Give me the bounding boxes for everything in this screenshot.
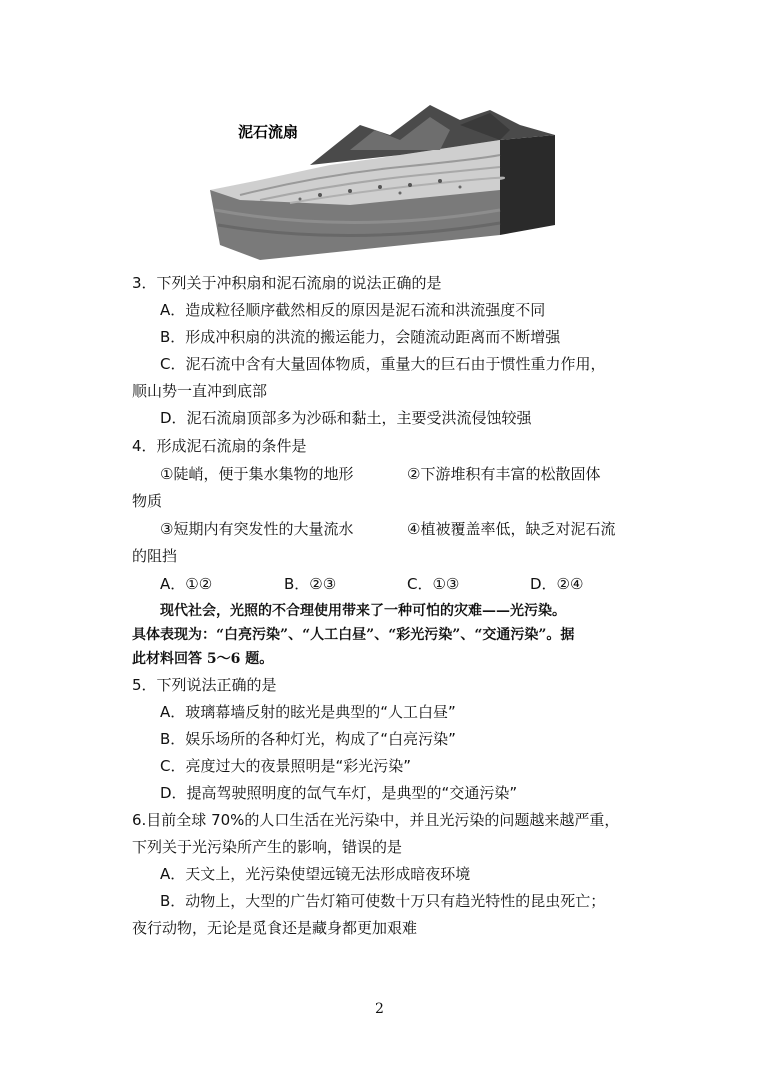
q5-option-d: D．提高驾驶照明度的氙气车灯，是典型的“交通污染” <box>160 784 518 802</box>
material-line-3: 此材料回答 5～6 题。 <box>132 651 274 667</box>
q5-option-c: C．亮度过大的夜景照明是“彩光污染” <box>160 757 412 775</box>
q3-stem: 3．下列关于冲积扇和泥石流扇的说法正确的是 <box>132 274 442 292</box>
q4-condition-4-cont: 的阻挡 <box>132 547 178 565</box>
q4-condition-2-cont: 物质 <box>132 492 163 510</box>
material-line-1: 现代社会，光照的不合理使用带来了一种可怕的灾难——光污染。 <box>160 603 566 619</box>
q4-stem: 4．形成泥石流扇的条件是 <box>132 437 307 455</box>
figure-label: 泥石流扇 <box>238 123 299 141</box>
q4-choice-d: D．②④ <box>530 575 584 593</box>
q4-condition-2: ②下游堆积有丰富的松散固体 <box>407 465 601 483</box>
q6-option-b-cont: 夜行动物，无论是觅食还是藏身都更加艰难 <box>132 919 418 937</box>
q4-choice-c: C．①③ <box>407 575 460 593</box>
q6-stem: 6.目前全球 70%的人口生活在光污染中，并且光污染的问题越来越严重， <box>132 811 620 829</box>
q3-option-c-cont: 顺山势一直冲到底部 <box>132 382 268 400</box>
q4-condition-3: ③短期内有突发性的大量流水 <box>160 520 354 538</box>
q3-option-c: C．泥石流中含有大量固体物质，重量大的巨石由于惯性重力作用， <box>160 355 606 373</box>
q3-option-a: A．造成粒径顺序截然相反的原因是泥石流和洪流强度不同 <box>160 301 546 319</box>
q6-option-b: B．动物上，大型的广告灯箱可使数十万只有趋光特性的昆虫死亡； <box>160 892 606 910</box>
q5-option-b: B．娱乐场所的各种灯光，构成了“白亮污染” <box>160 730 456 748</box>
q5-stem: 5．下列说法正确的是 <box>132 676 277 694</box>
q3-option-d: D．泥石流扇顶部多为沙砾和黏土，主要受洪流侵蚀较强 <box>160 409 532 427</box>
q6-option-a: A．天文上，光污染使望远镜无法形成暗夜环境 <box>160 865 471 883</box>
q6-stem-cont: 下列关于光污染所产生的影响，错误的是 <box>132 838 403 856</box>
q4-choice-b: B．②③ <box>284 575 337 593</box>
q5-option-a: A．玻璃幕墙反射的眩光是典型的“人工白昼” <box>160 703 456 721</box>
material-line-2: 具体表现为：“白亮污染”、“人工白昼”、“彩光污染”、“交通污染”。据 <box>132 627 575 643</box>
q4-condition-1: ①陡峭，便于集水集物的地形 <box>160 465 354 483</box>
q4-choice-a: A．①② <box>160 575 213 593</box>
page-number: 2 <box>375 1001 384 1017</box>
q4-condition-4: ④植被覆盖率低，缺乏对泥石流 <box>407 520 616 538</box>
q3-option-b: B．形成冲积扇的洪流的搬运能力，会随流动距离而不断增强 <box>160 328 561 346</box>
